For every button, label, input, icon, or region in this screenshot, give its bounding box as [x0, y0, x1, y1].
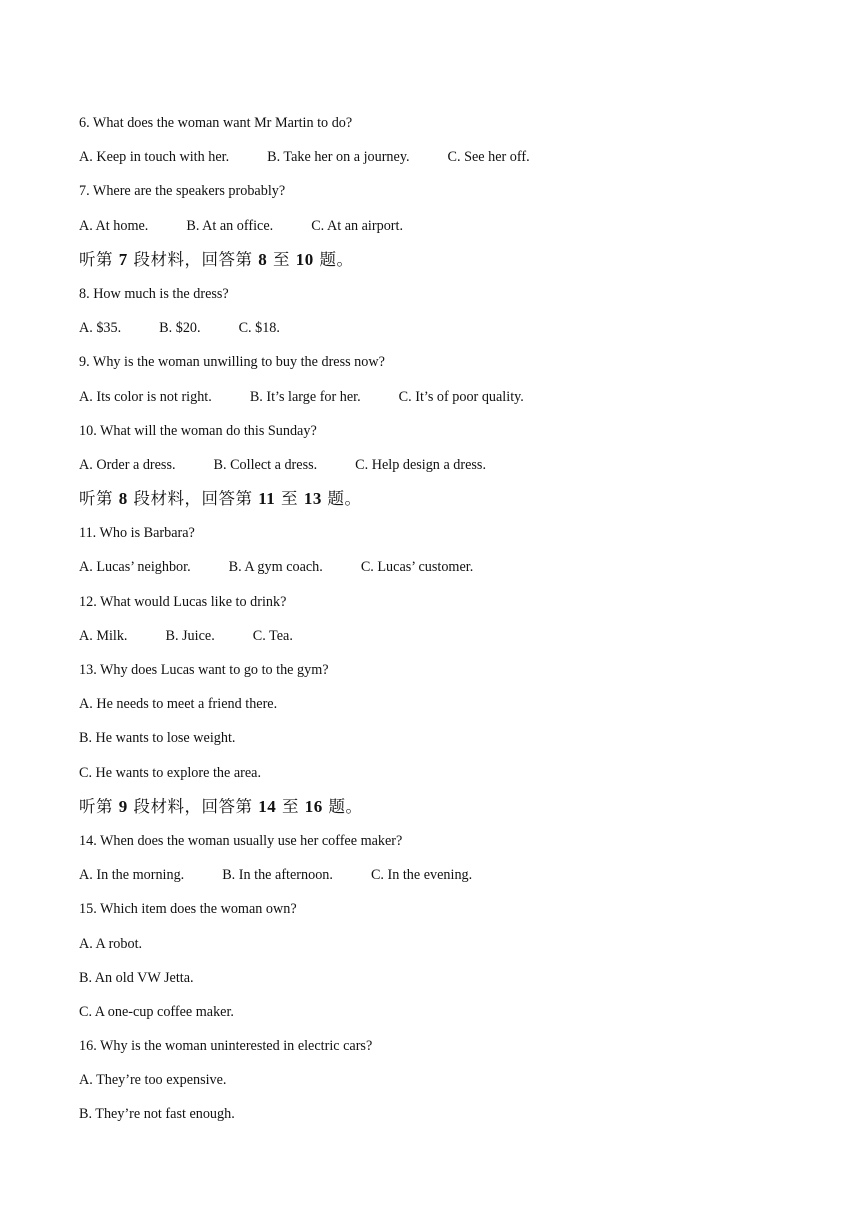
section-text: 段材料，回答第 [127, 796, 259, 816]
section-number: 14 [258, 796, 277, 816]
section-heading [79, 489, 839, 523]
answer-option: C. See her off. [447, 149, 530, 166]
answer-option: B. At an office. [186, 217, 274, 234]
section-heading [79, 797, 839, 831]
answer-option: B. Juice. [165, 627, 215, 644]
answer-options [79, 318, 839, 352]
text-line: A. They’re too expensive. [79, 1072, 227, 1089]
section-number: 8 [118, 489, 128, 509]
section-text: 听第 [79, 796, 119, 816]
section-text: 至 [267, 249, 296, 269]
section-text: 段材料，回答第 [127, 249, 259, 269]
answer-options [79, 626, 839, 660]
text-line: 11. Who is Barbara? [79, 525, 195, 542]
text-line: C. A one-cup coffee maker. [79, 1003, 234, 1020]
answer-option: C. In the evening. [370, 867, 473, 884]
section-text: 听第 [79, 249, 119, 269]
section-text: 听第 [79, 489, 119, 509]
answer-option: A. Order a dress. [79, 456, 176, 473]
text-line: B. He wants to lose weight. [79, 730, 236, 747]
text-line: A. He needs to meet a friend there. [79, 696, 278, 713]
text-line: 14. When does the woman usually use her coffee maker? [79, 832, 403, 849]
answer-options [79, 455, 839, 489]
text-line: 7. Where are the speakers probably? [79, 183, 286, 200]
section-number: 11 [258, 489, 276, 509]
answer-option: C. Lucas’ customer. [360, 559, 474, 576]
text-line: 9. Why is the woman unwilling to buy the dress now? [79, 354, 385, 371]
text-line: 13. Why does Lucas want to go to the gym? [79, 662, 329, 678]
section-number: 13 [303, 489, 322, 509]
answer-option: C. It’s of poor quality. [398, 388, 524, 405]
answer-option: B. Take her on a journey. [267, 149, 410, 166]
text-line: B. An old VW Jetta. [79, 969, 194, 986]
answer-option: A. Lucas’ neighbor. [79, 559, 191, 576]
answer-option: C. Tea. [252, 627, 293, 644]
answer-option: B. Collect a dress. [213, 456, 318, 473]
section-text: 题。 [313, 249, 354, 269]
answer-option: C. Help design a dress. [355, 456, 486, 473]
section-heading [79, 250, 839, 284]
answer-option: A. $35. [79, 320, 122, 337]
text-line: 10. What will the woman do this Sunday? [79, 422, 317, 439]
text-line: 12. What would Lucas like to drink? [79, 593, 287, 610]
section-text: 段材料，回答第 [127, 489, 259, 509]
answer-option: A. At home. [79, 217, 149, 234]
answer-option: A. In the morning. [79, 867, 185, 884]
answer-option: B. $20. [159, 320, 201, 337]
section-text: 至 [276, 796, 305, 816]
text-line: C. He wants to explore the area. [79, 764, 262, 781]
section-number: 8 [258, 249, 268, 269]
answer-option: B. In the afternoon. [222, 867, 333, 884]
section-text: 题。 [321, 489, 362, 509]
text-line: 15. Which item does the woman own? [79, 901, 297, 918]
answer-options [79, 865, 839, 899]
answer-option: B. It’s large for her. [249, 388, 361, 405]
answer-options [79, 216, 839, 250]
answer-option: C. At an airport. [311, 217, 403, 234]
document-page [79, 113, 839, 1139]
section-number: 9 [118, 796, 128, 816]
answer-option: A. Milk. [79, 627, 128, 644]
text-line: A. A robot. [79, 935, 143, 952]
answer-options [79, 147, 839, 181]
text-line: 16. Why is the woman uninterested in electric cars? [79, 1038, 373, 1055]
section-number: 16 [304, 796, 323, 816]
section-text: 至 [275, 489, 304, 509]
text-line: B. They’re not fast enough. [79, 1106, 235, 1123]
section-number: 10 [295, 249, 314, 269]
section-text: 题。 [322, 796, 363, 816]
text-line: 8. How much is the dress? [79, 285, 229, 302]
text-line: 6. What does the woman want Mr Martin to do? [79, 115, 353, 131]
answer-option: A. Its color is not right. [79, 388, 212, 405]
answer-options [79, 557, 839, 591]
section-number: 7 [118, 249, 128, 269]
answer-options [79, 387, 839, 421]
answer-option: A. Keep in touch with her. [79, 149, 230, 166]
answer-option: C. $18. [238, 320, 280, 337]
answer-option: B. A gym coach. [228, 559, 323, 576]
